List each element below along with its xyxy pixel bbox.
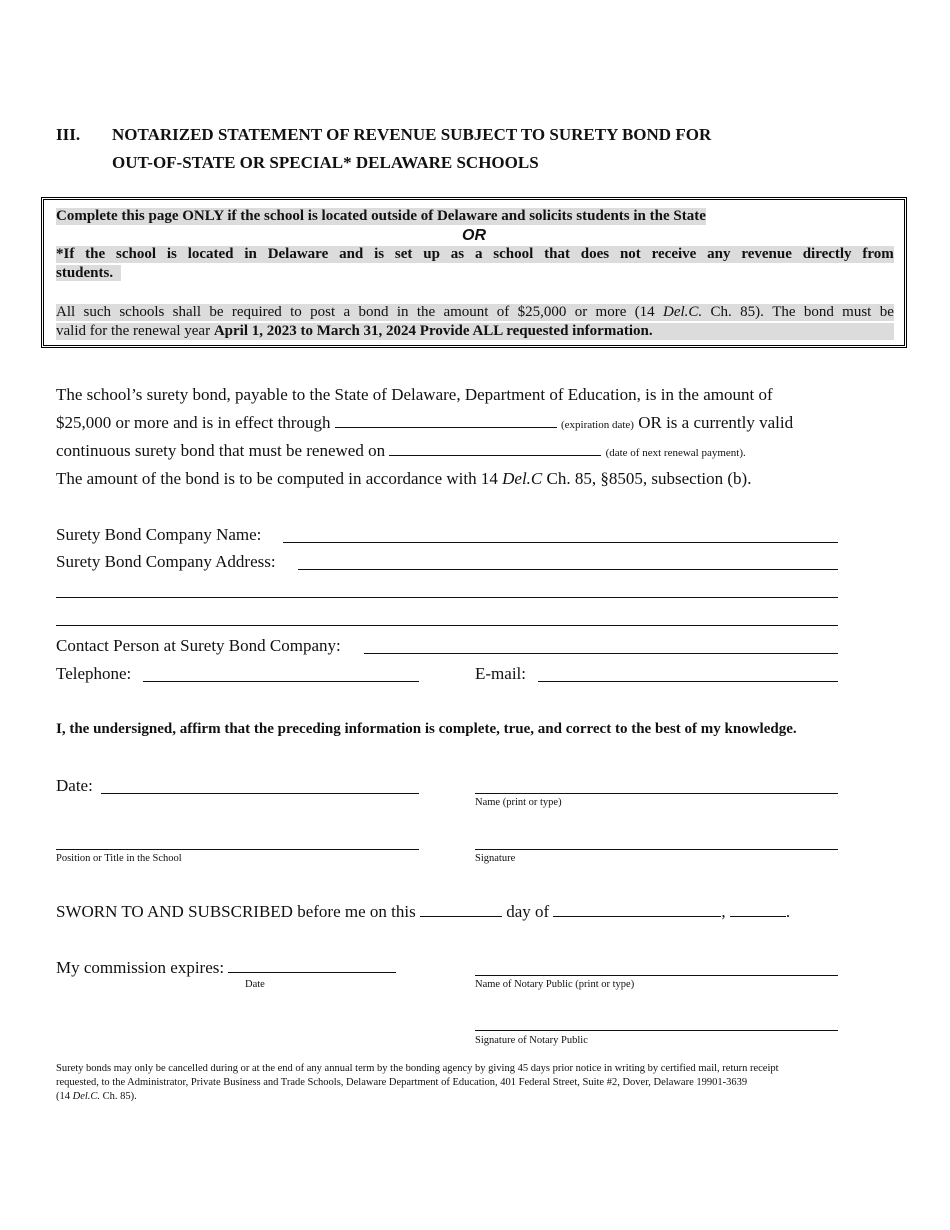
notice-word: school — [116, 246, 157, 262]
notice-word: shall — [172, 304, 201, 320]
notice-box — [41, 197, 907, 348]
notice-word: and — [339, 246, 364, 262]
notice-line-1: Complete this page ONLY if the school is located outside of Delaware and solicits students in the State — [56, 208, 706, 224]
expiration-date-note: (expiration date) — [560, 419, 634, 431]
notice-word: a — [474, 246, 483, 262]
section-title-line2: OUT-OF-STATE OR SPECIAL* DELAWARE SCHOOLS — [112, 153, 539, 172]
date-label: Date: — [56, 776, 93, 795]
notice-word: (14 — [634, 304, 655, 320]
company-address-field-3[interactable] — [56, 625, 838, 626]
name-caption: Name (print or type) — [475, 797, 562, 808]
notice-word: is — [166, 246, 177, 262]
telephone-label: Telephone: — [56, 664, 132, 683]
notice-or: OR — [462, 227, 486, 244]
notice-word: not — [619, 246, 641, 262]
section-number: III. — [56, 125, 81, 144]
notice-word: set — [394, 246, 413, 262]
notice-word: that — [544, 246, 570, 262]
notice-word: Delaware — [267, 246, 329, 262]
commission-line: My commission expires: — [56, 958, 396, 978]
affirmation-text: I, the undersigned, affirm that the preceding information is complete, true, and correct to the best of my knowledge. — [56, 721, 797, 737]
notice-word: *If — [56, 246, 75, 262]
notice-word: school — [493, 246, 534, 262]
footer-line2: requested, to the Administrator, Private Business and Trade Schools, Delaware Department of Education, 401 Federal Street, Suite #2, Dover, Delaware 19901-3639 — [56, 1077, 748, 1088]
expiration-date-blank[interactable] — [335, 427, 557, 428]
notice-valid-line — [56, 323, 894, 340]
notary-name-caption: Name of Notary Public (print or type) — [475, 979, 635, 990]
notice-bond-line — [56, 304, 894, 321]
date-field[interactable] — [101, 793, 419, 794]
email-field[interactable] — [538, 681, 838, 682]
sworn-day-blank[interactable] — [420, 916, 502, 917]
notice-word: receive — [651, 246, 697, 262]
bond-text-line4: The amount of the bond is to be computed in accordance with 14 Del.C Ch. 85, §8505, subsection (b). — [56, 469, 752, 488]
notice-word: the — [85, 246, 106, 262]
notice-word: is — [374, 246, 385, 262]
company-address-field-2[interactable] — [56, 597, 838, 598]
notice-word: up — [423, 246, 440, 262]
commission-date-caption: Date — [245, 979, 265, 990]
notice-special-end: students. — [56, 265, 114, 281]
notary-signature-field[interactable] — [475, 1030, 838, 1031]
email-label: E-mail: — [475, 664, 526, 683]
bond-text-line1: The school’s surety bond, payable to the State of Delaware, Department of Education, is in the amount of — [56, 385, 773, 404]
notice-word: in — [244, 246, 257, 262]
notice-word: be — [879, 304, 894, 320]
notice-word: to — [290, 304, 302, 320]
notary-name-field[interactable] — [475, 975, 838, 976]
notice-word: must — [842, 304, 872, 320]
notice-word: 85). — [740, 304, 764, 320]
notice-word: bond — [803, 304, 834, 320]
company-name-field[interactable] — [283, 542, 838, 543]
signature-caption: Signature — [475, 853, 516, 864]
contact-person-label: Contact Person at Surety Bond Company: — [56, 636, 341, 655]
name-field[interactable] — [475, 793, 838, 794]
notice-word: located — [187, 246, 234, 262]
notice-word: the — [416, 304, 436, 320]
bond-text-line3: continuous surety bond that must be renewed on (date of next renewal payment). — [56, 441, 746, 460]
notice-word: required — [231, 304, 282, 320]
notice-valid-prefix: valid for the renewal year — [56, 323, 214, 339]
renewal-date-note: (date of next renewal payment). — [605, 447, 746, 459]
notice-word: All — [56, 304, 76, 320]
company-address-field[interactable] — [298, 569, 838, 570]
commission-expires-blank[interactable] — [228, 972, 396, 973]
notice-word: any — [707, 246, 731, 262]
notice-special-line — [56, 246, 894, 263]
notice-word: bond — [358, 304, 389, 320]
notice-word: such — [83, 304, 111, 320]
notice-word: The — [772, 304, 796, 320]
sworn-year-blank[interactable] — [730, 916, 786, 917]
notice-word: Ch. — [710, 304, 732, 320]
notice-word: does — [580, 246, 610, 262]
notice-word: or — [574, 304, 588, 320]
company-address-label: Surety Bond Company Address: — [56, 552, 276, 571]
notice-word: as — [450, 246, 465, 262]
notice-word: Del.C. — [663, 304, 703, 320]
renewal-date-blank[interactable] — [389, 455, 601, 456]
notice-word: be — [209, 304, 224, 320]
sworn-line: SWORN TO AND SUBSCRIBED before me on this day of , . — [56, 902, 791, 921]
telephone-field[interactable] — [143, 681, 419, 682]
notice-word: from — [862, 246, 894, 262]
footer-line1: Surety bonds may only be cancelled during or at the end of any annual term by the bonding agency by giving 45 days prior notice in writing by certified mail, return receipt — [56, 1063, 779, 1074]
notice-word: a — [343, 304, 351, 320]
notice-word: $25,000 — [517, 304, 567, 320]
notice-valid-dates: April 1, 2023 to March 31, 2024 Provide ALL requested information. — [213, 323, 653, 339]
notice-word: directly — [802, 246, 852, 262]
notice-word: post — [310, 304, 336, 320]
contact-person-field[interactable] — [364, 653, 838, 654]
position-field[interactable] — [56, 849, 419, 850]
notice-word: revenue — [741, 246, 792, 262]
bond-text-line2: $25,000 or more and is in effect through (expiration date) OR is a currently valid — [56, 413, 794, 432]
notary-signature-caption: Signature of Notary Public — [475, 1035, 588, 1046]
footer-line3: (14 Del.C. Ch. 85). — [56, 1091, 137, 1102]
sworn-month-blank[interactable] — [553, 916, 721, 917]
notice-word: of — [496, 304, 510, 320]
section-title-line1: NOTARIZED STATEMENT OF REVENUE SUBJECT TO SURETY BOND FOR — [112, 125, 712, 144]
company-name-label: Surety Bond Company Name: — [56, 525, 262, 544]
signature-field[interactable] — [475, 849, 838, 850]
notice-word: in — [396, 304, 409, 320]
notice-word: more — [595, 304, 627, 320]
notice-word: amount — [443, 304, 489, 320]
notice-word: schools — [119, 304, 165, 320]
position-caption: Position or Title in the School — [56, 853, 182, 864]
